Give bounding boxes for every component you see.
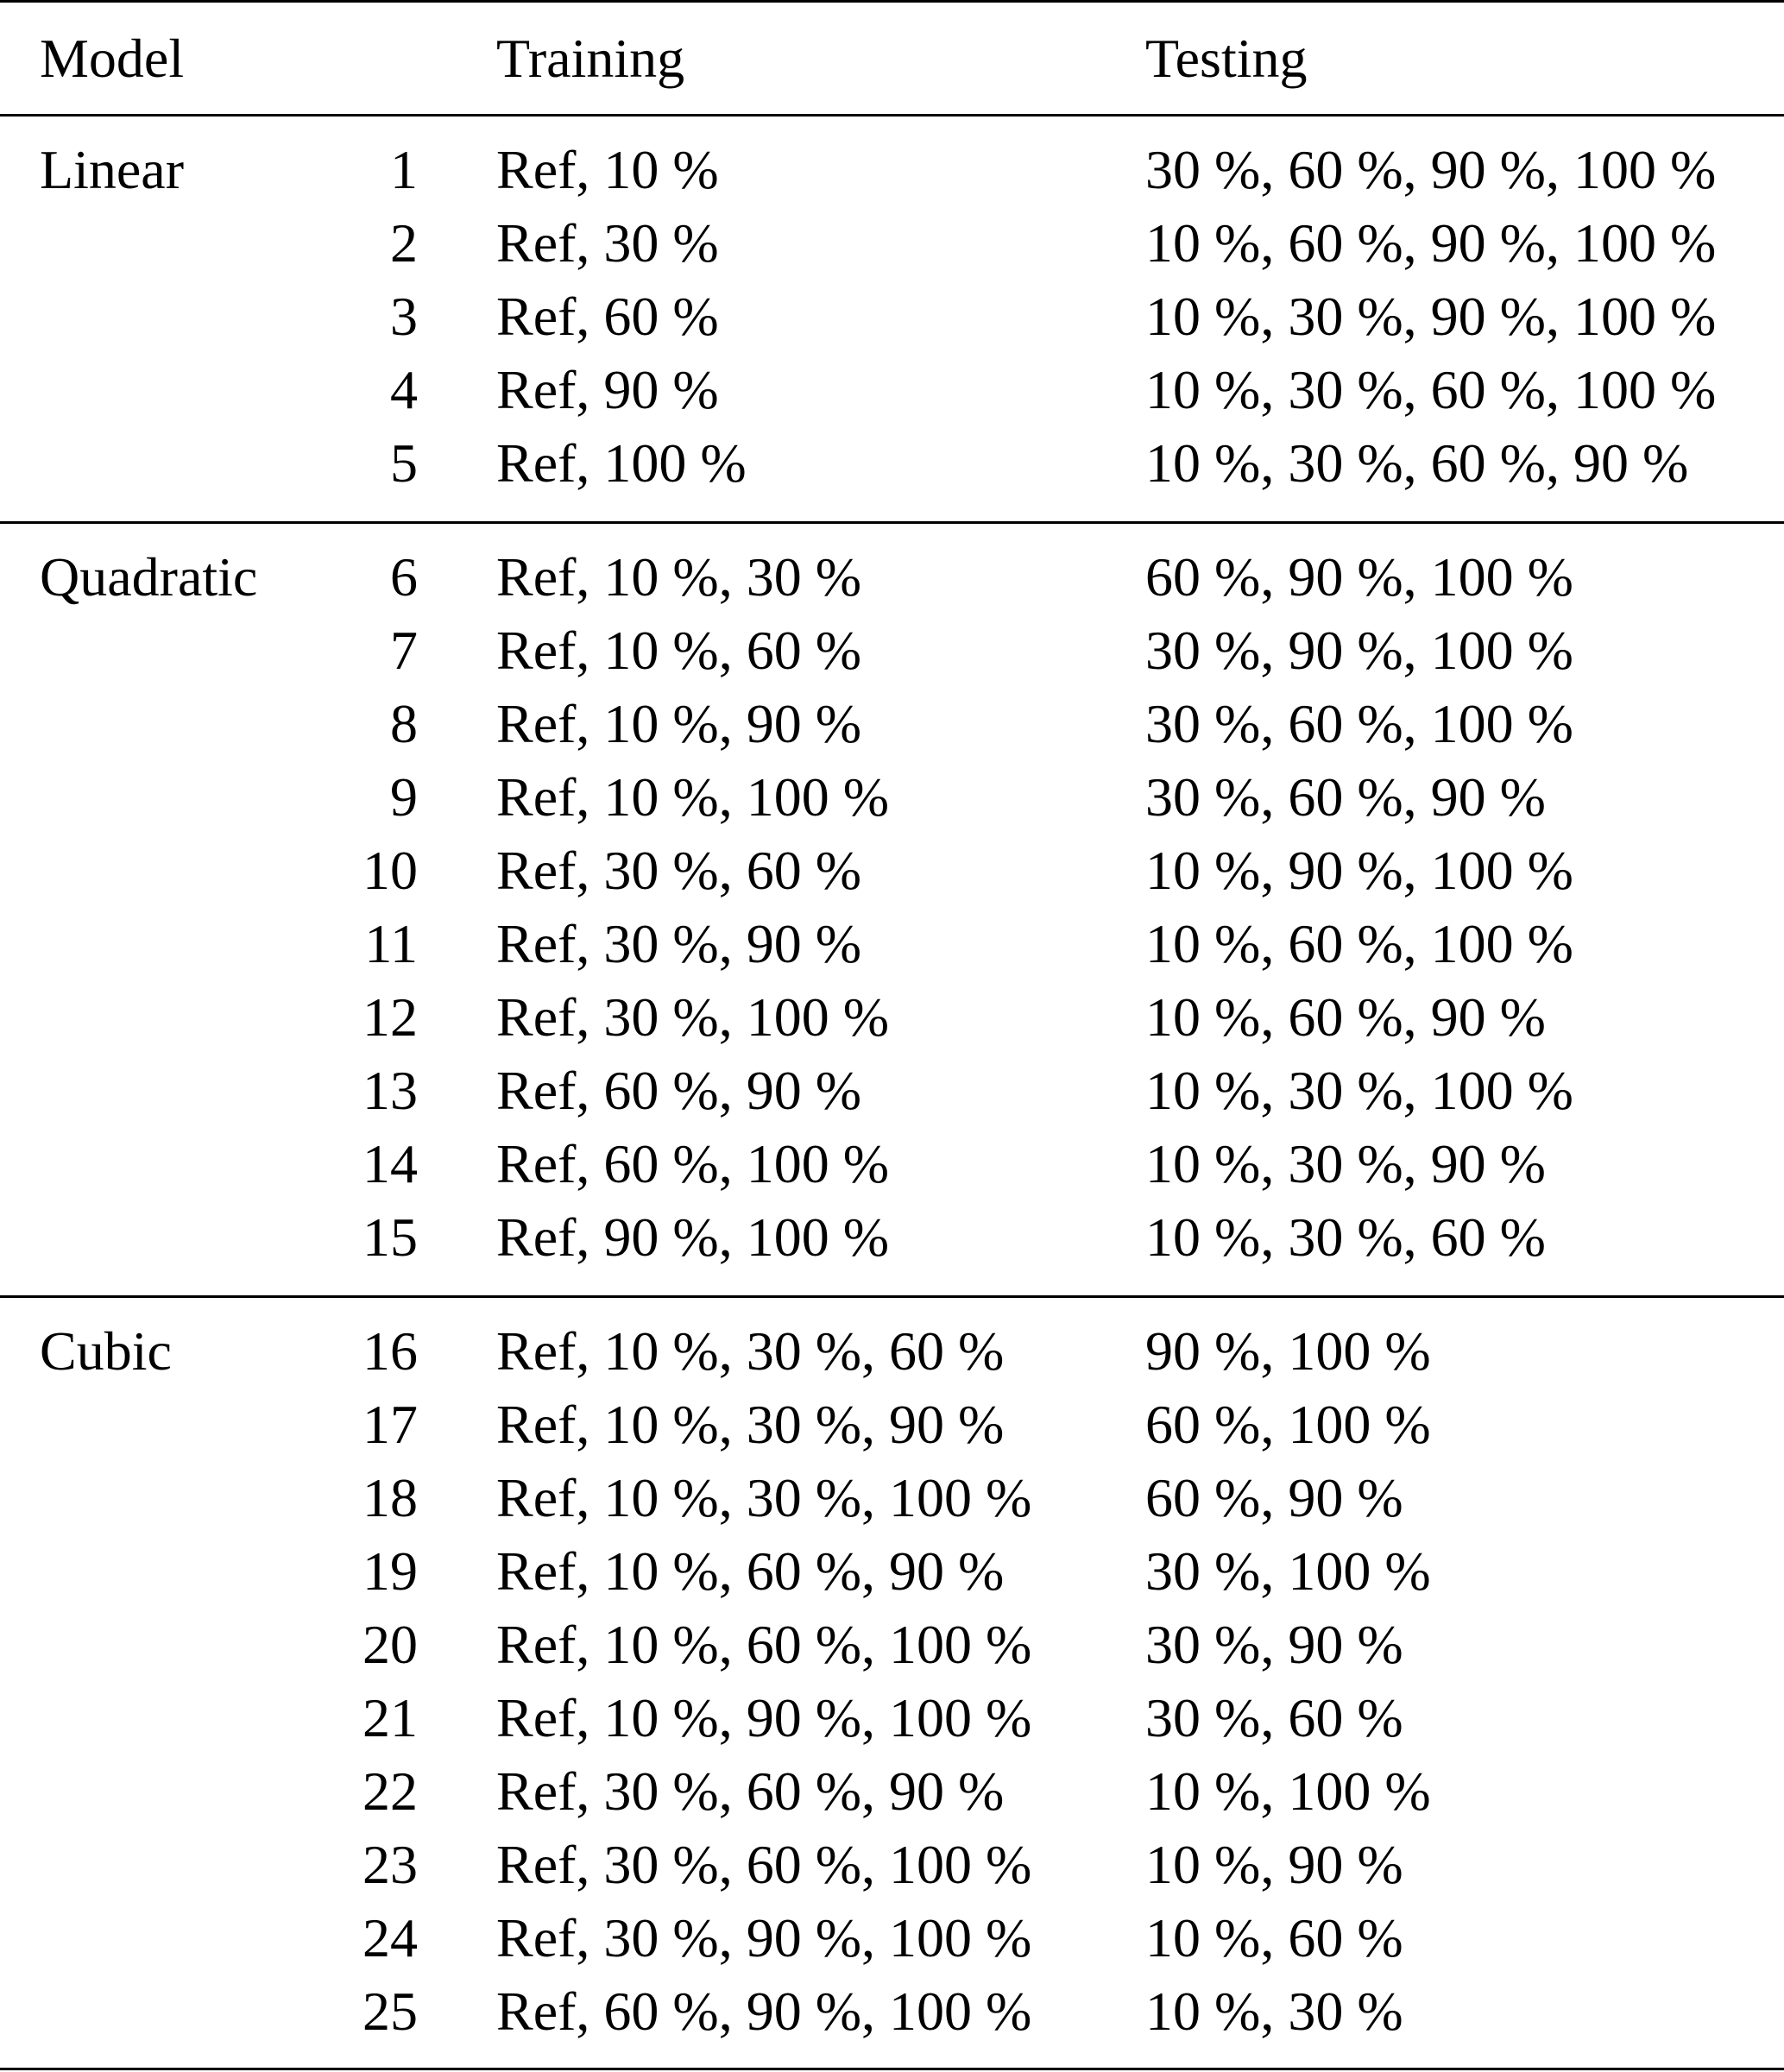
row-training: Ref, 10 %, 90 % <box>496 693 862 754</box>
row-id: 17 <box>362 1394 418 1455</box>
row-training: Ref, 90 %, 100 % <box>496 1206 890 1268</box>
row-id: 20 <box>362 1614 418 1675</box>
row-id: 12 <box>362 986 418 1048</box>
row-id: 15 <box>362 1206 418 1268</box>
row-id: 10 <box>362 840 418 901</box>
model-label-quadratic: Quadratic <box>40 546 258 608</box>
row-training: Ref, 10 %, 30 %, 90 % <box>496 1394 1005 1455</box>
model-label-cubic: Cubic <box>40 1320 172 1382</box>
row-testing: 60 %, 90 % <box>1145 1467 1403 1528</box>
row-testing: 90 %, 100 % <box>1145 1320 1431 1382</box>
row-id: 2 <box>390 212 418 274</box>
row-testing: 10 %, 100 % <box>1145 1760 1431 1822</box>
header-model: Model <box>40 28 185 89</box>
row-id: 8 <box>390 693 418 754</box>
row-id: 1 <box>390 139 418 200</box>
row-id: 4 <box>390 359 418 420</box>
row-training: Ref, 10 %, 60 %, 100 % <box>496 1614 1032 1675</box>
row-testing: 10 %, 30 %, 90 % <box>1145 1133 1546 1194</box>
row-testing: 10 %, 60 % <box>1145 1907 1403 1968</box>
row-training: Ref, 10 % <box>496 139 719 200</box>
row-testing: 10 %, 60 %, 90 %, 100 % <box>1145 212 1717 274</box>
row-testing: 30 %, 60 %, 100 % <box>1145 693 1573 754</box>
row-id: 6 <box>390 546 418 608</box>
group-divider-rule <box>0 1295 1784 1298</box>
header-testing: Testing <box>1145 28 1308 89</box>
row-id: 7 <box>390 620 418 681</box>
row-testing: 10 %, 30 %, 60 % <box>1145 1206 1546 1268</box>
row-testing: 10 %, 30 %, 90 %, 100 % <box>1145 286 1717 347</box>
row-id: 19 <box>362 1540 418 1602</box>
row-id: 23 <box>362 1834 418 1895</box>
row-testing: 10 %, 90 %, 100 % <box>1145 840 1573 901</box>
row-training: Ref, 60 %, 90 % <box>496 1060 862 1121</box>
row-training: Ref, 10 %, 60 % <box>496 620 862 681</box>
row-id: 11 <box>364 913 418 974</box>
row-testing: 10 %, 30 %, 60 %, 100 % <box>1145 359 1717 420</box>
row-id: 16 <box>362 1320 418 1382</box>
header-training: Training <box>496 28 685 89</box>
row-testing: 30 %, 60 %, 90 % <box>1145 766 1546 828</box>
row-testing: 60 %, 90 %, 100 % <box>1145 546 1573 608</box>
header-rule <box>0 114 1784 117</box>
row-training: Ref, 30 %, 90 % <box>496 913 862 974</box>
row-id: 14 <box>362 1133 418 1194</box>
row-id: 9 <box>390 766 418 828</box>
row-id: 5 <box>390 432 418 494</box>
row-training: Ref, 60 %, 100 % <box>496 1133 890 1194</box>
row-training: Ref, 10 %, 60 %, 90 % <box>496 1540 1005 1602</box>
row-id: 18 <box>362 1467 418 1528</box>
row-training: Ref, 10 %, 90 %, 100 % <box>496 1687 1032 1748</box>
row-training: Ref, 10 %, 30 %, 100 % <box>496 1467 1032 1528</box>
row-training: Ref, 30 %, 90 %, 100 % <box>496 1907 1032 1968</box>
row-testing: 10 %, 60 %, 100 % <box>1145 913 1573 974</box>
row-id: 13 <box>362 1060 418 1121</box>
row-training: Ref, 30 %, 60 %, 100 % <box>496 1834 1032 1895</box>
row-testing: 30 %, 90 %, 100 % <box>1145 620 1573 681</box>
row-training: Ref, 10 %, 30 %, 60 % <box>496 1320 1005 1382</box>
row-testing: 10 %, 90 % <box>1145 1834 1403 1895</box>
row-testing: 10 %, 30 %, 60 %, 90 % <box>1145 432 1689 494</box>
row-training: Ref, 30 % <box>496 212 719 274</box>
group-divider-rule <box>0 521 1784 524</box>
row-id: 22 <box>362 1760 418 1822</box>
row-training: Ref, 10 %, 100 % <box>496 766 890 828</box>
row-testing: 10 %, 30 %, 100 % <box>1145 1060 1573 1121</box>
row-id: 25 <box>362 1981 418 2042</box>
row-training: Ref, 30 %, 60 % <box>496 840 862 901</box>
row-training: Ref, 60 % <box>496 286 719 347</box>
row-training: Ref, 100 % <box>496 432 747 494</box>
row-testing: 30 %, 60 % <box>1145 1687 1403 1748</box>
top-rule <box>0 0 1784 3</box>
row-testing: 60 %, 100 % <box>1145 1394 1431 1455</box>
row-testing: 10 %, 30 % <box>1145 1981 1403 2042</box>
row-id: 21 <box>362 1687 418 1748</box>
model-label-linear: Linear <box>40 139 184 200</box>
row-testing: 30 %, 60 %, 90 %, 100 % <box>1145 139 1717 200</box>
row-training: Ref, 90 % <box>496 359 719 420</box>
row-training: Ref, 60 %, 90 %, 100 % <box>496 1981 1032 2042</box>
bottom-rule <box>0 2068 1784 2070</box>
row-id: 24 <box>362 1907 418 1968</box>
row-training: Ref, 30 %, 100 % <box>496 986 890 1048</box>
row-testing: 10 %, 60 %, 90 % <box>1145 986 1546 1048</box>
row-testing: 30 %, 100 % <box>1145 1540 1431 1602</box>
row-training: Ref, 30 %, 60 %, 90 % <box>496 1760 1005 1822</box>
row-training: Ref, 10 %, 30 % <box>496 546 862 608</box>
row-testing: 30 %, 90 % <box>1145 1614 1403 1675</box>
row-id: 3 <box>390 286 418 347</box>
